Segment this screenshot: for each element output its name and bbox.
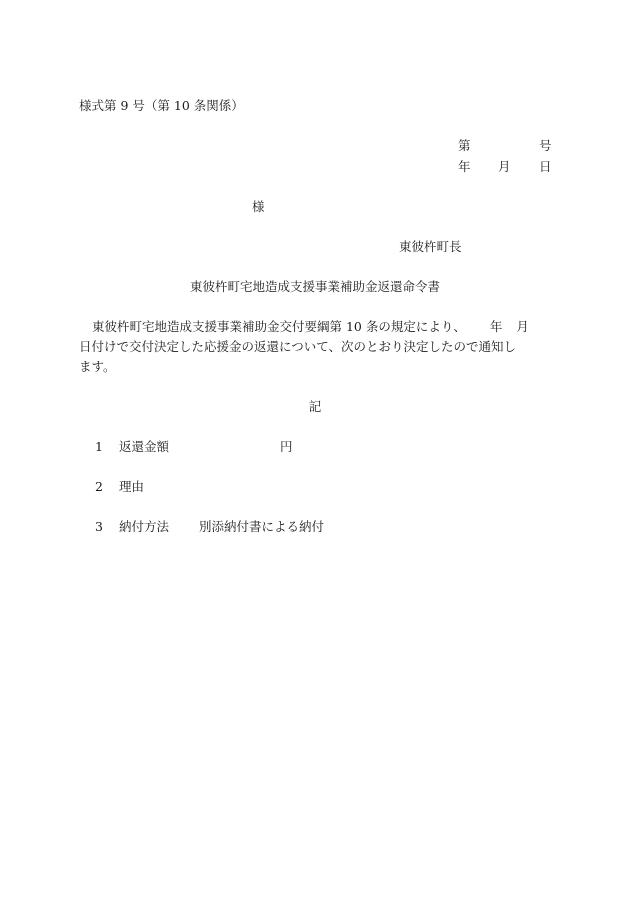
body-line-2: 日付けで交付決定した応援金の返還について、次のとおり決定したので通知し [79,339,517,354]
doc-number-suffix: 号 [539,138,552,153]
body-line-1-text: 東彼杵町宅地造成支援事業補助金交付要綱第 10 条の規定により、 [92,319,466,334]
item-label: 返還金額 [119,439,170,454]
item-label: 理由 [119,479,145,494]
ki-heading: 記 [308,399,322,414]
item-label: 納付方法 [119,519,170,534]
document-title: 東彼杵町宅地造成支援事業補助金返還命令書 [189,279,440,294]
issuer-name: 東彼杵町長 [399,239,462,254]
item-number: 1 [95,439,103,454]
body-year-label: 年 [489,319,503,334]
item-payment-method [95,517,169,535]
body-line-3: ます。 [79,359,116,374]
amount-unit: 円 [280,439,293,454]
addressee-suffix: 様 [252,199,265,214]
date-month-label: 月 [498,159,511,174]
payment-method-value: 別添納付書による納付 [199,519,325,534]
item-number: 2 [95,479,103,494]
item-number: 3 [95,519,103,534]
body-month-label: 月 [516,319,529,334]
item-reason [95,477,144,495]
item-return-amount [95,437,169,455]
body-paragraph [79,317,553,377]
date-year-label: 年 [458,159,471,174]
body-line-1 [79,317,553,337]
date-day-label: 日 [539,159,552,174]
form-number: 様式第 9 号（第 10 条関係） [79,98,244,113]
doc-number-prefix: 第 [458,138,471,153]
